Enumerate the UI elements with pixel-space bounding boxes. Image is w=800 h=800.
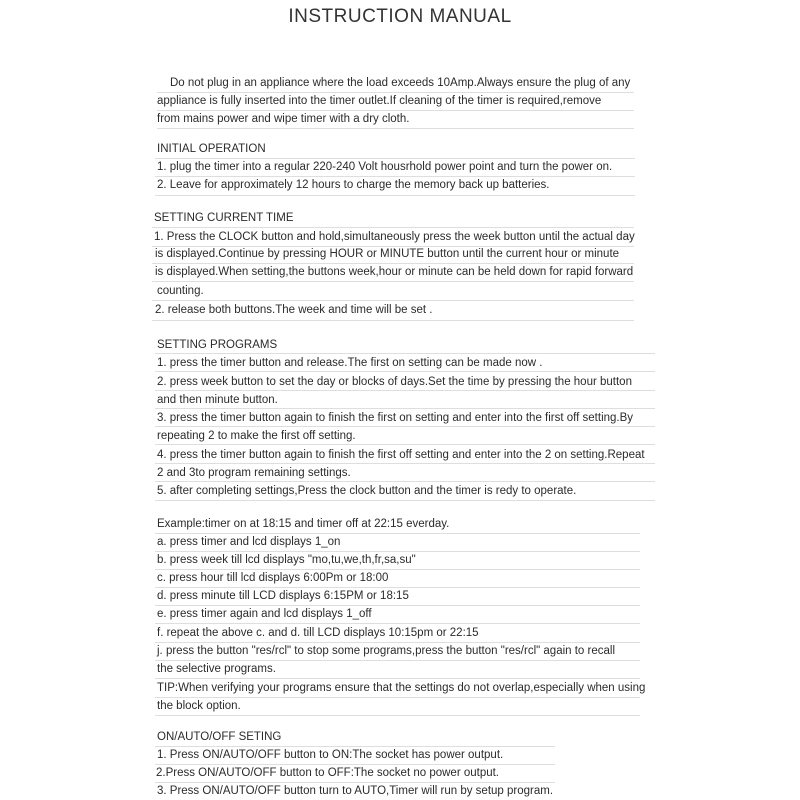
example-line: b. press week till lcd displays "mo,tu,we,th,fr,sa,su" [157,554,416,566]
underline [155,764,555,765]
underline [152,263,634,264]
underline [155,569,640,570]
underline [155,678,640,679]
current-time-line: 1. Press the CLOCK button and hold,simultaneously press the week button until the actual day [154,231,635,243]
programs-line: 5. after completing settings,Press the clock button and the timer is redy to operate. [157,485,577,497]
programs-line: repeating 2 to make the first off setting. [157,430,356,442]
programs-line: 2 and 3to program remaining settings. [157,467,351,479]
underline [155,353,655,354]
underline [155,500,655,501]
underline [155,642,640,643]
underline [155,195,635,196]
section-heading-setting-current-time: SETTING CURRENT TIME [154,212,294,224]
example-line: j. press the button "res/rcl" to stop some programs,press the button "res/rcl" again to recall [157,645,616,657]
current-time-line: counting. [157,285,204,297]
underline [155,746,555,747]
initial-operation-line: 1. plug the timer into a regular 220-240 Volt housrhold power point and turn the power on. [157,161,613,173]
current-time-line: is displayed.Continue by pressing HOUR or MINUTE button until the current hour or minute [155,248,620,260]
underline [155,371,655,372]
tip-line: TIP:When verifying your programs ensure that the settings do not overlap,especially when using [157,682,646,694]
example-line: c. press hour till lcd displays 6:00Pm or 18:00 [157,572,389,584]
intro-line: Do not plug in an appliance where the load exceeds 10Amp.Always ensure the plug of any [170,77,631,89]
underline [155,390,655,391]
underline [152,320,634,321]
programs-line: 1. press the timer button and release.The first on setting can be made now . [157,357,543,369]
underline [155,551,640,552]
underline [155,587,640,588]
underline [155,158,635,159]
underline [155,660,640,661]
underline [155,715,640,716]
underline [155,605,640,606]
example-line: Example:timer on at 18:15 and timer off at 22:15 everday. [157,518,450,530]
example-line: d. press minute till LCD displays 6:15PM or 18:15 [157,590,409,602]
underline [155,697,640,698]
on-auto-off-line: 1. Press ON/AUTO/OFF button to ON:The socket has power output. [157,749,504,761]
programs-line: 4. press the timer button again to finish the first off setting and enter into the 2 on setting.Repeat [157,449,645,461]
programs-line: 3. press the timer button again to finish the first on setting and enter into the first off setting.By [157,412,634,424]
underline [155,481,655,482]
underline [152,227,634,228]
intro-line: from mains power and wipe timer with a dry cloth. [157,113,410,125]
example-line: a. press timer and lcd displays 1_on [157,536,341,548]
on-auto-off-line: 2.Press ON/AUTO/OFF button to OFF:The socket no power output. [156,767,500,779]
underline [155,176,635,177]
underline [155,426,655,427]
document-title: INSTRUCTION MANUAL [288,6,512,27]
underline [155,623,640,624]
example-line: f. repeat the above c. and d. till LCD displays 10:15pm or 22:15 [157,627,479,639]
on-auto-off-line: 3. Press ON/AUTO/OFF button turn to AUTO,Timer will run by setup program. [157,785,554,797]
programs-line: 2. press week button to set the day or blocks of days.Set the time by pressing the hour button [157,376,632,388]
section-heading-setting-programs: SETTING PROGRAMS [157,339,278,351]
example-line: e. press timer again and lcd displays 1_off [157,608,372,620]
underline [157,92,634,93]
underline [155,782,555,783]
underline [152,281,634,282]
underline [157,110,634,111]
example-line: the selective programs. [157,663,276,675]
current-time-line: 2. release both buttons.The week and time will be set . [155,304,433,316]
intro-line: appliance is fully inserted into the timer outlet.If cleaning of the timer is required,remove [157,95,602,107]
tip-line: the block option. [157,700,241,712]
section-heading-on-auto-off: ON/AUTO/OFF SETING [157,731,282,743]
underline [155,408,655,409]
underline [155,533,640,534]
section-heading-initial-operation: INITIAL OPERATION [157,143,266,155]
programs-line: and then minute button. [157,394,278,406]
underline [155,463,655,464]
underline [155,444,655,445]
current-time-line: is displayed.When setting,the buttons week,hour or minute can be held down for rapid forward [155,266,634,278]
underline [157,128,634,129]
underline [152,300,634,301]
initial-operation-line: 2. Leave for approximately 12 hours to charge the memory back up batteries. [157,179,550,191]
